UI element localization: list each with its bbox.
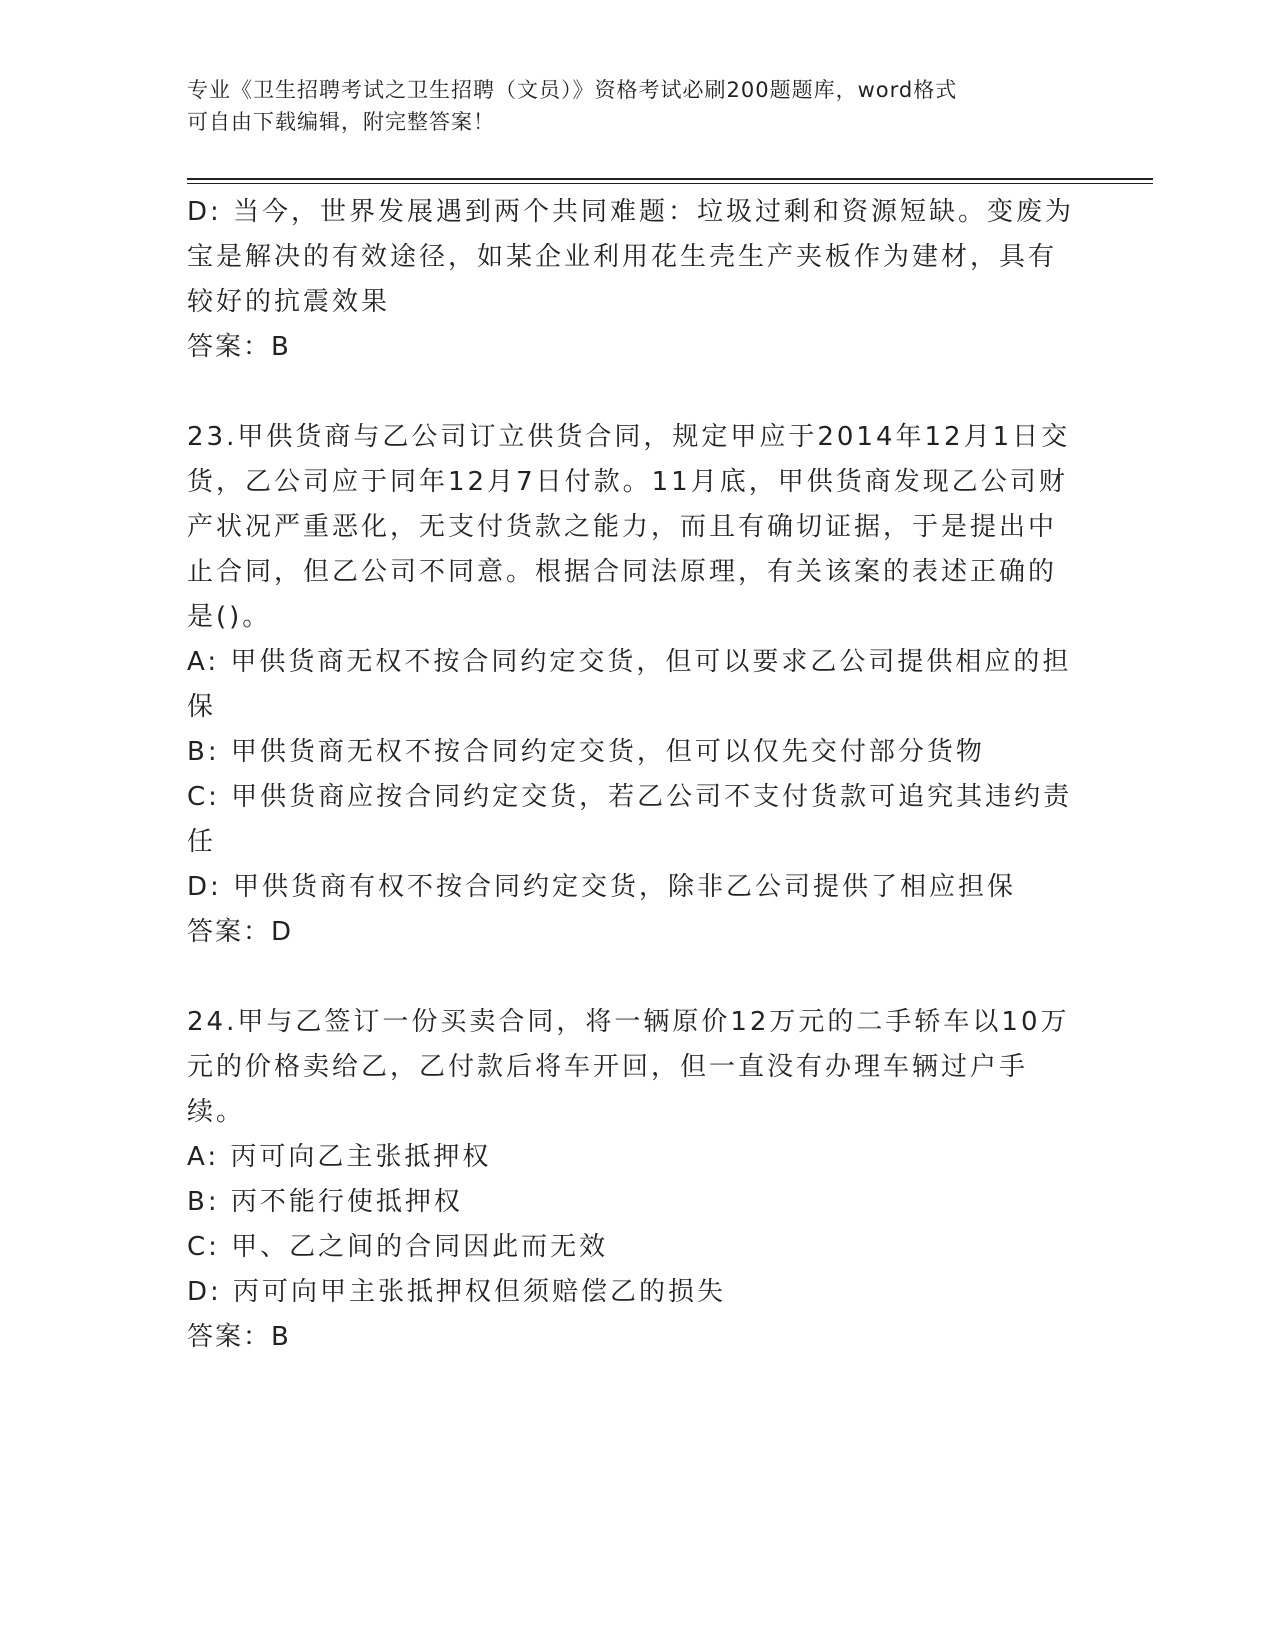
question-24 [187,1000,1082,1360]
spacer [187,370,1082,415]
header-divider-thin [187,183,1153,184]
q24-stem: 24.甲与乙签订一份买卖合同，将一辆原价12万元的二手轿车以10万元的价格卖给乙，乙付款后将车开回，但一直没有办理车辆过户手续。 [187,1007,1070,1127]
q23-stem: 23.甲供货商与乙公司订立供货合同，规定甲应于2014年12月1日交货，乙公司应于同年12月7日付款。11月底，甲供货商发现乙公司财产状况严重恶化，无支付货款之能力，而且有确切证据，于是提出中止合同，但乙公司不同意。根据合同法原理，有关该案的表述正确的是()。 [187,422,1071,632]
question-23 [187,415,1082,955]
header-divider-thick [187,178,1153,180]
spacer [187,955,1082,1000]
q23-option-c: C: 甲供货商应按合同约定交货，若乙公司不支付货款可追究其违约责任 [187,782,1073,857]
q24-option-a: A: 丙可向乙主张抵押权 [187,1142,492,1172]
document-body [187,190,1082,1360]
document-header [187,74,1077,138]
header-title-line-2: 可自由下载编辑，附完整答案！ [187,110,495,134]
q24-option-c: C: 甲、乙之间的合同因此而无效 [187,1232,609,1262]
q22-answer: 答案：B [187,332,291,362]
q23-option-d: D: 甲供货商有权不按合同约定交货，除非乙公司提供了相应担保 [187,872,1017,902]
q22-option-d: D: 当今，世界发展遇到两个共同难题：垃圾过剩和资源短缺。变废为宝是解决的有效途径，如某企业利用花生壳生产夹板作为建材，具有较好的抗震效果 [187,197,1075,317]
q23-option-b: B: 甲供货商无权不按合同约定交货，但可以仅先交付部分货物 [187,737,985,767]
q23-option-a: A: 甲供货商无权不按合同约定交货，但可以要求乙公司提供相应的担保 [187,647,1072,722]
question-22-tail [187,190,1082,370]
q24-answer: 答案：B [187,1322,291,1352]
q23-answer: 答案：D [187,917,294,947]
header-title-line-1: 专业《卫生招聘考试之卫生招聘（文员）》资格考试必刷200题题库，word格式 [187,78,958,102]
q24-option-d: D: 丙可向甲主张抵押权但须赔偿乙的损失 [187,1277,727,1307]
q24-option-b: B: 丙不能行使抵押权 [187,1187,463,1217]
